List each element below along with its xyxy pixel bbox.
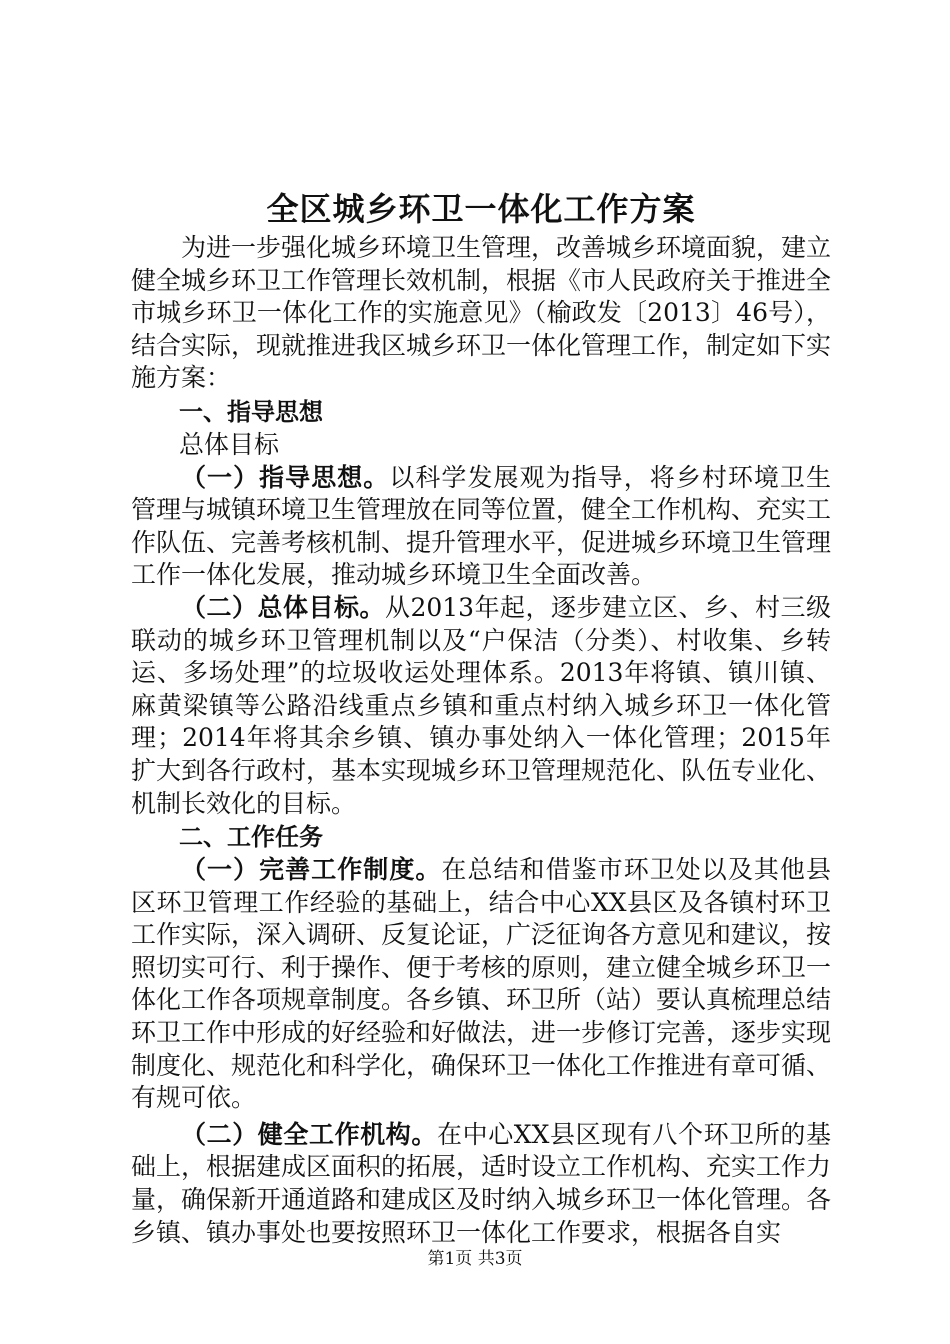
page-footer [0, 1244, 950, 1269]
paragraph-improve-work-system [131, 854, 831, 1115]
intro-paragraph: 为进一步强化城乡环境卫生管理，改善城乡环境面貌，建立健全城乡环卫工作管理长效机制，根据《市人民政府关于推进全市城乡环卫一体化工作的实施意见》（榆政发〔2013〕46号），结合实际，现就推进我区城乡环卫一体化管理工作，制定如下实施方案： [131, 233, 832, 393]
paragraph-text: 在总结和借鉴市环卫处以及其他县区环卫管理工作经验的基础上，结合中心XX县区及各镇村环卫工作实际，深入调研、反复论证，广泛征询各方意见和建议，按照切实可行、利于操作、便于考核的原则，建立健全城乡环卫一体化工作各项规章制度。各乡镇、环卫所（站）要认真梳理总结环卫工作中形成的好经验和好做法，进一步修订完善，逐步实现制度化、规范化和科学化，确保环卫一体化工作推进有章可循、有规可依。 [131, 855, 832, 1113]
paragraph-overall-goal [131, 592, 831, 820]
document-title: 全区城乡环卫一体化工作方案 [266, 190, 696, 228]
page-total: 共3页 [477, 1249, 523, 1269]
section-subheading-overall-goal: 总体目标 [179, 429, 280, 459]
paragraph-guiding-ideology [131, 462, 831, 592]
paragraph-text: 以科学发展观为指导，将乡村环境卫生管理与城镇环境卫生管理放在同等位置，健全工作机构、充实工作队伍、完善考核机制、提升管理水平，促进城乡环境卫生管理工作一体化发展，推动城乡环境卫生全面改善。 [131, 462, 832, 590]
paragraph-text: 在中心XX县区现有八个环卫所的基础上，根据建成区面积的拓展，适时设立工作机构、充实工作力量，确保新开通道路和建成区及时纳入城乡环卫一体化管理。各乡镇、镇办事处也要按照环卫一体化工作要求，根据各自实 [131, 1119, 832, 1247]
section-heading-guiding-ideology: 一、指导思想 [179, 397, 323, 426]
paragraph-lead: （一）指导思想。 [181, 462, 390, 492]
paragraph-lead: （二）总体目标。 [181, 592, 385, 622]
section-heading-work-tasks: 二、工作任务 [179, 823, 323, 852]
paragraph-text: 从2013年起，逐步建立区、乡、村三级联动的城乡环卫管理机制以及“户保洁（分类）、村收集、乡转运、多场处理”的垃圾收运处理体系。2013年将镇、镇川镇、麻黄梁镇等公路沿线重点乡镇和重点村纳入城乡环卫一体化管理；2014年将其余乡镇、镇办事处纳入一体化管理；2015年扩大到各行政村，基本实现城乡环卫管理规范化、队伍专业化、机制长效化的目标。 [131, 592, 832, 818]
paragraph-improve-work-organization [131, 1119, 831, 1249]
paragraph-lead: （二）健全工作机构。 [181, 1119, 437, 1149]
document-body [131, 186, 831, 1249]
page-number: 第1页 [427, 1249, 473, 1269]
paragraph-lead: （一）完善工作制度。 [181, 855, 442, 885]
